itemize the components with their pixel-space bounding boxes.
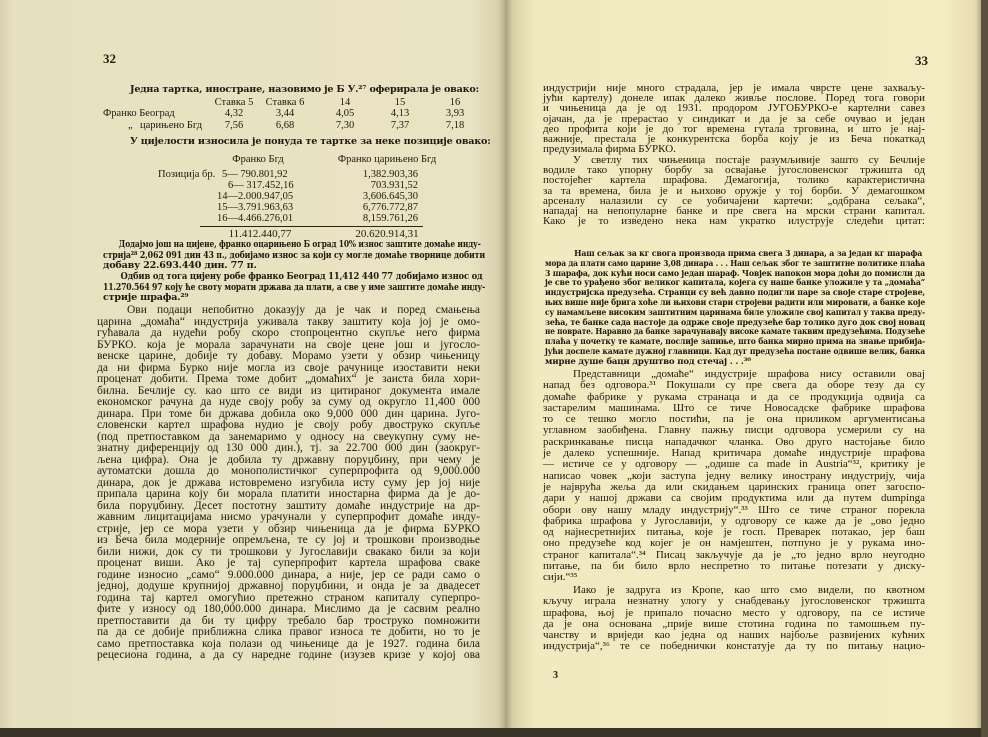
table-cell: 7,18 [445, 120, 465, 131]
book-edge [981, 0, 988, 737]
text-line: знатну диференцију од 130 000 дин.), тј. за 22.700 000 дин (заокруг- [97, 442, 480, 454]
table-cell: 5— 790.801,92 [222, 169, 288, 180]
text-line: кључу играла незнатну улогу у снабдевању југословенског тржишта [543, 595, 925, 608]
table-cell: 3,93 [445, 108, 465, 119]
table-cell: 7,37 [390, 120, 410, 131]
text-line: за та времена, била је и њихово оружје у тој борби. У демагошком [543, 184, 925, 197]
page-number: 32 [103, 51, 116, 66]
column-header: 14 [339, 97, 351, 108]
text-line: динара, док је држава истовремено изгубила исту суму јер јој није [97, 476, 480, 489]
text-line: били нижи, док су ти трошкови у Југославији свакако били за који [97, 545, 480, 558]
text-line: стрија²⁸ 2,062 091 дин 43 п., добијамо износ за који су могле домаће творнице добити [103, 249, 485, 261]
text-line: јући картелу) донеле ипак далеко живље послове. Поред тога говори [543, 92, 925, 105]
column-header: Франко Бгд [232, 154, 284, 165]
text-line: плаћа у почетку те камате, послије запиње, што банка мирно прима на знање прибија- [545, 337, 925, 348]
table-intro-2: У цијелости износила је понуда те тартке за неке позиције овако: [130, 136, 491, 147]
text-line: мора да плати само царине 3,08 динара . . . Наш сељак због те заштитне политике плаћа [545, 258, 925, 269]
table-cell: 7,56 [224, 120, 244, 131]
row-label: царињено Бгд [140, 120, 203, 131]
column-header: Франко царињено Бгд [337, 154, 437, 165]
text-line: постојећег картела шрафова. Демагогија, толико карактеристична [543, 174, 925, 187]
text-line: Иако је задруга из Кропе, као што смо видели, по квотном [573, 584, 925, 596]
text-line: је далеко успешније. Напад критичара домаће индустрије шрафова [543, 447, 925, 460]
text-line: дари у нашој држави са својим продуктима или да путем dumpinga [543, 492, 925, 505]
right-page [505, 0, 981, 728]
table-cell: 6,68 [275, 120, 295, 131]
text-line: страног капитала“.³⁴ Писац закључује да је „то једно врло неугодно [543, 548, 925, 561]
table-cell: 8,159.761,26 [362, 213, 418, 224]
table-intro: Једна тартка, иностране, назовимо је Б У.²⁷ оферирала је овако: [130, 84, 479, 95]
text-line: економског рачуна да нуде своју робу за суму од округло 11,400 000 [97, 396, 480, 408]
text-line: домаће фабрике у рукама странаца и да се продукција одвија са [543, 390, 925, 403]
row-label: Позиција бр. [158, 169, 216, 180]
text-line: написао човек „који заступа једну велику инострану индустрију, чија [543, 469, 925, 482]
text-line: жавним лицитацијама нисмо урачунали у суперпрофит домаће инду- [97, 511, 480, 523]
text-line: године износио „само“ 9.000.000 динара, а није, јер се ради само о [97, 568, 480, 581]
text-line: и чињеница да је од 1931. продором ЈУГОБУРКО-е картелни савез [543, 102, 925, 115]
text-line: сији.“³⁵ [543, 571, 578, 584]
text-line: Представници „домаће“ индустрије шрафова нису оставили овај [573, 368, 925, 380]
text-line: важније, престала је конкурентска борба коју је из Беча покаткад [543, 133, 925, 146]
text-line: стрије, јер се мора узети у обзир чињеница да је фирма БУРКО [97, 522, 480, 535]
column-header: 15 [394, 97, 406, 108]
text-line: добаву 22.693.440 дин. 77 п. [103, 260, 257, 271]
text-line: припала царина коју би морала платити иностарна фирма да је до- [97, 488, 480, 500]
text-line: јући доспеле камате дужној главници. Кад дуг предузећа постане одвише велик, банка [545, 346, 925, 357]
text-line: да ни фирма Бурко није могла из своје рачунице изоставити неки [97, 361, 480, 374]
text-line: 11.270.564 97 коју ће своту морати држава да плати, а све у име заштите домаће инду- [103, 281, 485, 293]
text-line: У светлу тих чињеница постаје разумљивије зашто су Бечлије [573, 154, 925, 166]
text-line: Одбив од тога цијену робе франко Београд 11,412 440 77 добијамо износ од [120, 271, 483, 282]
text-line: је најврућа жеља да или скидањем царинских граница опет загоспо- [543, 480, 925, 493]
text-line: су намамљене високим заштитним царинама биле уложиле свој капитал у таква преду- [545, 307, 925, 318]
body-paragraph [543, 369, 925, 584]
note-paragraph [103, 272, 485, 304]
text-line: фите у износу од 180,000.000 динара. Мислимо да је сасвим реално [97, 603, 480, 615]
total-cell: 11.412.440,77 [228, 228, 292, 240]
note-paragraph [103, 240, 485, 272]
text-line: фабрика шрафова у Југославији, у одговору се каже да је „ово једно [543, 514, 925, 527]
text-line: зећа, те банке сада настоје да одрже своје предузеће бар толико дуго док свој новац [545, 317, 925, 328]
text-line: једној, додуше крупнијој државној поруџбини, и онда је за двадесет [97, 580, 480, 592]
table-cell: 6,776.772,87 [362, 202, 418, 213]
text-line: 3 шарафа, док кући носи само један шараф. Човјек напокон мора доћи до помисли да [545, 268, 925, 279]
text-line: део профита који је до тог времена гутала трговина, и што је нај- [543, 122, 925, 135]
text-line: из Беча била модерније опремљена, те су јој и трошкови производње [97, 534, 480, 546]
table-cell: 3,44 [275, 108, 295, 119]
text-line: БУРКО. која је морала зарачунати на своје цене још и југосло- [97, 338, 480, 351]
ditto-mark: „ [128, 120, 133, 131]
text-line: рецесиона година, а да су наредне године (изузев кризе у којој ова [97, 649, 480, 661]
text-line: предузимала фирма БУРКО. [543, 143, 676, 156]
table-cell: 4,13 [390, 108, 410, 119]
page-number: 33 [915, 53, 928, 68]
text-line: венске царине, добије ту добаву. Морамо узети у обзир чињеницу [97, 350, 480, 362]
table-cell: 14—2.000.947,05 [217, 191, 294, 202]
body-paragraph [97, 305, 480, 662]
text-line: билна. Бечлије су. као што се види из цитираног документа имале [97, 384, 480, 397]
text-line: Додајмо још на цијене, франко оцарињено Б оград 10% износ заштите домаће инду- [118, 239, 481, 250]
text-line: чанству и вриједи као једна од наших најбоље развијених кућних [543, 629, 925, 642]
text-line: Ови подаци непобитно доказују да је чак и поред смањења [127, 304, 480, 316]
text-line: ојачан, да је прерастао у синдикат и да је за себе очувао и један [543, 112, 925, 125]
text-line: била поруџбину. Десет постотну заштиту домаће индустрије на др- [97, 499, 480, 512]
text-line: динара. При томе би држава добила око 9,000 000 дин царина. Југо- [97, 407, 480, 420]
table-cell: 16—4.466.276,01 [217, 213, 294, 224]
text-line: индустрији није много страдала, јер је имала чврсте цене захваљу- [543, 82, 925, 94]
text-line: словенски картел шрафова нудио је своју робу двоструко скупље [97, 419, 480, 431]
body-paragraph [543, 155, 925, 226]
sum-rule [200, 226, 423, 228]
table-cell: 4,05 [335, 108, 355, 119]
text-line: напад без одговора.³¹ Покушали су пре свега да оборе тезу да су [543, 379, 925, 392]
text-line: љена цифра). Она је добила ту државну поруџбину, при чему је [97, 453, 480, 466]
text-line: шрафова, њој је припало почасно место у одговору, па се истиче [543, 606, 925, 619]
text-line: водиле тако упорну борбу за освајање југословенског тржишта од [543, 164, 925, 177]
column-header: Ставка 6 [265, 97, 305, 108]
text-line: претпоставити да би ту цифру требало бар троструко помножити [97, 614, 480, 627]
text-line: арсеналу налазили су се уобичајени картечи: „одбрана сељака“, [543, 194, 925, 207]
total-cell: 20.620.914,31 [355, 228, 419, 240]
table-cell: 6— 317.452,16 [228, 180, 294, 191]
table-cell: 4,32 [224, 108, 244, 119]
row-label: Франко Београд [103, 108, 175, 119]
body-paragraph [543, 83, 925, 154]
text-line: проценат добити. Према томе добит „домаћих“ је заиста била хори- [97, 373, 480, 385]
table-cell: 1,382.903,36 [362, 169, 418, 180]
text-line: (под претпоставком да занемаримо у односу на свеукупну суму не- [97, 430, 480, 443]
text-line: њих више није брига хоће ли њихови стари стројеви радити или мировати, а банке које [545, 297, 925, 308]
text-line: да је она основана „прије више стотина година по тамошњем пу- [543, 617, 925, 630]
text-line: само претпоставка која полази од чињенице да је 1927. година била [97, 637, 480, 650]
text-line: Наш сељак за кг свога производа прима свега 3 динара, а за један кг шарафа [574, 249, 923, 259]
text-line: не поврате. Наравно да банке зарачунавају високе камате таквим предузећима. Подузеће [545, 327, 925, 338]
column-header: Ставка 5 [214, 97, 254, 108]
text-line: оно предузеће код којег је он намјештен, потпуно је у рукама ино- [543, 537, 925, 550]
signature-mark: 3 [553, 670, 558, 681]
text-line: царина „домаћа“ индустрија уживала такву заштиту која јој је омо- [97, 315, 480, 328]
body-paragraph [543, 585, 925, 653]
text-line: је све то урађено због великог капитала, којега су наше банке уложиле у та „домаћа“ [545, 278, 925, 289]
text-line: стрије шрафа.²⁹ [103, 292, 189, 303]
text-line: нападај на непопуларне банке и пре свега на мрски страни капитал. [543, 205, 925, 218]
text-line: углавном заобиђена. Главну пажњу писци одговора усмерили су на [543, 424, 925, 437]
table-cell: 3,606.645,30 [362, 191, 418, 202]
table-cell: 703.931,52 [370, 180, 418, 191]
text-line: раскринкавање писца нападачког чланка. Ово друго настојање било [543, 435, 925, 448]
table-cell: 15—3.791.963,63 [217, 202, 294, 213]
text-line: година тај картел омогућио претежно страном капиталу суперпро- [97, 591, 480, 604]
column-header: 16 [449, 97, 461, 108]
text-line: индустријска предузећа. Странци су већ давно подигли паре за своје старе стројеве, [545, 288, 925, 299]
text-line: то се тешко могло постићи, па је она приликом аргументисања [543, 413, 925, 426]
text-line: аутоматски дошла до монополистичког суперпрофита од 9,000.000 [97, 465, 480, 477]
text-line: питање, па би било врло неспретно то питање потезати у диску- [543, 560, 925, 573]
table-cell: 7,30 [335, 120, 355, 131]
text-line: — истиче се у одговору — „одише са made in Austria“³², критику је [543, 458, 925, 471]
block-quote [545, 250, 925, 368]
text-line: па да се добије приближна слика правог износа те добити, но то је [97, 626, 480, 638]
text-line: индустрија“,³⁶ те се победнички констатује да ту по питању нацио- [543, 640, 925, 653]
text-line: обори ову нашу младу индустрију“.³³ Што се тиче страног порекла [543, 503, 925, 516]
text-line: проценат виши. Ако је тај суперпрофит картела шрафова сваке [97, 557, 480, 569]
text-line: застарелим машинама. Што се тиче Новосадске фабрике шрафова [543, 401, 925, 414]
text-line: од најнесретнијих питања, које је госп. Преварек потакао, јер баш [543, 526, 925, 539]
text-line: гућавала да нудећи робу скоро стопроцентно скупље него фирма [97, 327, 480, 339]
text-line: Како је то изведено нека нам укратко илуструје следећи цитат: [543, 215, 925, 228]
text-line: мирне душе баци друштво под стечај . . .³⁰ [545, 356, 751, 367]
